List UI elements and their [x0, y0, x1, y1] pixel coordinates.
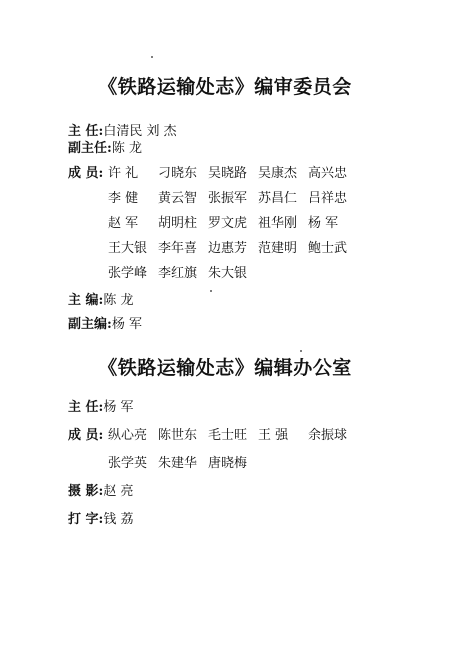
office-director-row: [68, 396, 133, 415]
committee-members-label-row: [68, 162, 103, 181]
member-name: 范建明: [258, 241, 298, 256]
committee-members-row: [108, 212, 358, 231]
scan-speck: [210, 290, 212, 292]
office-typing-value: 钱 荔: [103, 512, 134, 527]
committee-title: 《铁路运输处志》编审委员会: [98, 76, 352, 98]
office-photography-label: 摄 影:: [68, 484, 104, 499]
member-name: 王 强: [258, 428, 289, 443]
member-name: 鲍士武: [308, 241, 348, 256]
member-name: 高兴忠: [308, 166, 348, 181]
member-name: 许 礼: [108, 166, 139, 181]
member-name: 唐晓梅: [208, 456, 248, 471]
committee-deputy-director-row: [68, 137, 142, 156]
committee-director-value: 白清民 刘 杰: [103, 124, 177, 139]
member-name: 毛士旺: [208, 428, 248, 443]
member-name: 李 健: [108, 191, 139, 206]
office-typing-row: [68, 508, 133, 527]
office-photography-value: 赵 亮: [103, 484, 134, 499]
scan-speck: [300, 350, 302, 352]
member-name: 吴晓路: [208, 166, 248, 181]
office-title: 《铁路运输处志》编辑办公室: [98, 357, 352, 379]
office-typing-label: 打 字:: [68, 512, 104, 527]
member-name: 张学峰: [108, 266, 148, 281]
office-director-value: 杨 军: [103, 400, 134, 415]
member-name: 边惠芳: [208, 241, 248, 256]
committee-members-row: [108, 162, 358, 181]
member-name: 张学英: [108, 456, 148, 471]
committee-deputy-director-value: 陈 龙: [111, 141, 142, 156]
committee-members-label: 成 员:: [68, 166, 104, 181]
member-name: 罗文虎: [208, 216, 248, 231]
committee-chief-editor-value: 陈 龙: [103, 293, 134, 308]
member-name: 刁晓东: [158, 166, 198, 181]
member-name: 朱建华: [158, 456, 198, 471]
member-name: 胡明柱: [158, 216, 198, 231]
member-name: 余振球: [308, 428, 348, 443]
member-name: 黄云智: [158, 191, 198, 206]
committee-chief-editor-label: 主 编:: [68, 293, 104, 308]
committee-members-row: [108, 237, 358, 256]
office-members-label: 成 员:: [68, 428, 104, 443]
committee-chief-editor-row: [68, 289, 133, 308]
member-name: 李红旗: [158, 266, 198, 281]
member-name: 李年喜: [158, 241, 198, 256]
committee-deputy-chief-editor-row: [68, 313, 142, 332]
member-name: 苏昌仁: [258, 191, 298, 206]
member-name: 陈世东: [158, 428, 198, 443]
member-name: 赵 军: [108, 216, 139, 231]
office-members-row: [108, 452, 258, 471]
office-director-label: 主 任:: [68, 400, 104, 415]
member-name: 朱大银: [208, 266, 248, 281]
committee-deputy-chief-editor-value: 杨 军: [111, 317, 142, 332]
committee-director-label: 主 任:: [68, 124, 104, 139]
scan-speck: [151, 56, 153, 58]
member-name: 王大银: [108, 241, 148, 256]
member-name: 纵心亮: [108, 428, 148, 443]
committee-members-row: [108, 187, 358, 206]
member-name: 吴康杰: [258, 166, 298, 181]
committee-deputy-director-label: 副主任:: [68, 141, 112, 156]
member-name: 祖华刚: [258, 216, 298, 231]
office-photography-row: [68, 480, 133, 499]
office-members-row: [108, 424, 358, 443]
committee-members-row: [108, 262, 258, 281]
member-name: 吕祥忠: [308, 191, 348, 206]
member-name: 杨 军: [308, 216, 339, 231]
committee-deputy-chief-editor-label: 副主编:: [68, 317, 112, 332]
office-members-label-row: [68, 424, 103, 443]
member-name: 张振军: [208, 191, 248, 206]
